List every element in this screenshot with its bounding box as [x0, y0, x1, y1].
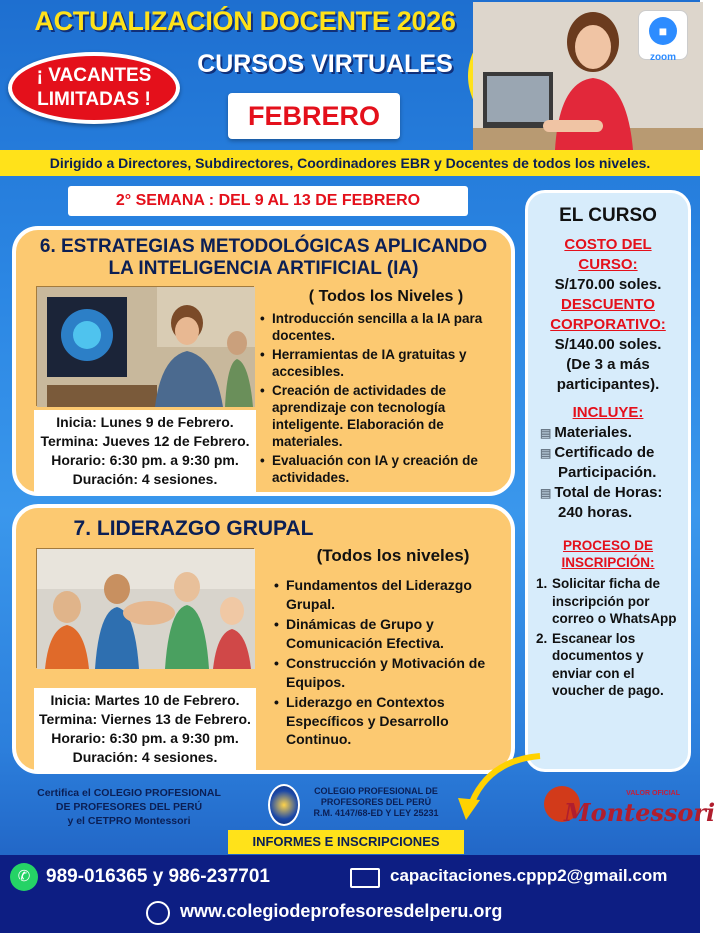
book-icon: ▤: [540, 446, 552, 460]
course-6-photo: [36, 286, 254, 406]
course-6-schedule: [34, 410, 256, 492]
course-7-horario: Horario: 6:30 pm. a 9:30 pm.: [51, 730, 239, 746]
list-item: • Introducción sencilla a la IA para docentes.: [260, 310, 512, 344]
costo-label-2: CURSO:: [578, 256, 638, 273]
audience-banner: Dirigido a Directores, Subdirectores, Coordinadores EBR y Docentes de todos los niveles.: [0, 150, 700, 176]
list-item: • Herramientas de IA gratuitas y accesibles.: [260, 346, 512, 380]
email-icon: [350, 868, 380, 888]
list-item: • Evaluación con IA y creación de actividades.: [260, 452, 512, 486]
course-6-horario: Horario: 6:30 pm. a 9:30 pm.: [51, 452, 239, 468]
descuento-label-2: CORPORATIVO:: [550, 316, 666, 333]
vacantes-line1: ¡ VACANTES: [36, 65, 152, 86]
descuento-note-2: participantes).: [556, 376, 660, 393]
vacantes-badge: [8, 52, 180, 124]
course-sidebar: [525, 190, 691, 772]
course-7-termina: Termina: Viernes 13 de Febrero.: [39, 711, 251, 727]
course-7-title: 7. LIDERAZGO GRUPAL: [73, 517, 314, 540]
costo-value: S/170.00 soles.: [554, 276, 662, 293]
informes-label: INFORMES E INSCRIPCIONES: [228, 830, 464, 854]
course-7-duracion: Duración: 4 sesiones.: [72, 749, 218, 765]
course-7-photo: [36, 548, 254, 668]
group-hands-illustration: [37, 549, 255, 669]
descuento-note-1: (De 3 a más: [566, 356, 650, 373]
course-6-termina: Termina: Jueves 12 de Febrero.: [40, 433, 250, 449]
globe-icon: [146, 901, 170, 925]
course-6-title-line2: LA INTELIGENCIA ARTIFICIAL (IA): [108, 258, 419, 279]
incluye-label: INCLUYE:: [572, 404, 644, 421]
phone-numbers[interactable]: 989-016365 y 986-237701: [46, 866, 270, 887]
list-item: • Construcción y Motivación de Equipos.: [274, 654, 512, 691]
vacantes-line2: LIMITADAS !: [37, 89, 151, 110]
list-item: • Dinámicas de Grupo y Comunicación Efectiva.: [274, 615, 512, 652]
colegio-text: COLEGIO PROFESIONAL DE PROFESORES DEL PERÚ R.M. 4147/68-ED Y LEY 25231: [313, 786, 439, 818]
list-item: Participación.: [558, 464, 657, 481]
email-link[interactable]: capacitaciones.cppp2@gmail.com: [390, 866, 668, 885]
course-card-7: [12, 504, 515, 774]
list-item: • Fundamentos del Liderazgo Grupal.: [274, 576, 512, 613]
course-7-level: (Todos los niveles): [316, 546, 470, 565]
list-item: ▤ Certificado de: [540, 444, 655, 461]
course-6-title-line1: 6. ESTRATEGIAS METODOLÓGICAS APLICANDO: [39, 236, 488, 257]
arrow-icon: [430, 750, 550, 830]
course-6-inicia: Inicia: Lunes 9 de Febrero.: [56, 414, 234, 430]
course-6-topics: [260, 310, 512, 488]
proceso-label-1: PROCESO DE: [562, 538, 654, 553]
descuento-label-1: DESCUENTO: [561, 296, 655, 313]
website-link[interactable]: www.colegiodeprofesoresdelperu.org: [180, 901, 503, 921]
costo-label-1: COSTO DEL: [564, 236, 652, 253]
course-7-inicia: Inicia: Martes 10 de Febrero.: [50, 692, 240, 708]
teacher-photo: [468, 2, 698, 150]
month-label: FEBRERO: [228, 93, 400, 139]
main-title: ACTUALIZACIÓN DOCENTE 2026: [34, 6, 456, 36]
montessori-logo: VALOR OFICIAL Montessori: [540, 776, 690, 836]
step-1: 1. Solicitar ficha de inscripción por correo o WhatsApp: [536, 576, 677, 626]
descuento-value: S/140.00 soles.: [554, 336, 662, 353]
book-icon: ▤: [540, 426, 552, 440]
course-6-duracion: Duración: 4 sesiones.: [72, 471, 218, 487]
subtitle: CURSOS VIRTUALES: [197, 50, 453, 78]
course-card-6: [12, 226, 515, 496]
course-6-level: ( Todos los Niveles ): [308, 288, 464, 305]
proceso-label-2: INSCRIPCIÓN:: [561, 555, 655, 570]
incluye-list: [528, 423, 688, 523]
step-2: 2. Escanear los documentos y enviar con el voucher de pago.: [536, 630, 664, 698]
seal-icon: [268, 784, 300, 826]
contact-footer: [0, 855, 700, 933]
classroom-ai-illustration: [37, 287, 255, 407]
sidebar-title: EL CURSO: [559, 205, 657, 226]
list-item: ▤ Total de Horas:: [540, 484, 663, 501]
week-label: 2° SEMANA : DEL 9 AL 13 DE FEBRERO: [68, 186, 468, 216]
zoom-badge: [638, 10, 688, 63]
book-icon: ▤: [540, 486, 552, 500]
zoom-label: zoom: [649, 52, 677, 63]
list-item: • Liderazgo en Contextos Específicos y Desarrollo Continuo.: [274, 693, 512, 749]
list-item: ▤ Materiales.: [540, 424, 632, 441]
course-7-schedule: [34, 688, 256, 770]
list-item: 240 horas.: [558, 504, 633, 521]
proceso-steps: [528, 575, 688, 700]
course-7-topics: [274, 576, 512, 751]
certification-text: Certifica el COLEGIO PROFESIONAL DE PROFESORES DEL PERÚ y el CETPRO Montessori: [37, 787, 221, 827]
zoom-icon: ■: [649, 17, 677, 45]
list-item: • Creación de actividades de aprendizaje con tecnología inteligente. Elaboración de materiales.: [260, 382, 512, 450]
whatsapp-icon: ✆: [10, 863, 38, 891]
